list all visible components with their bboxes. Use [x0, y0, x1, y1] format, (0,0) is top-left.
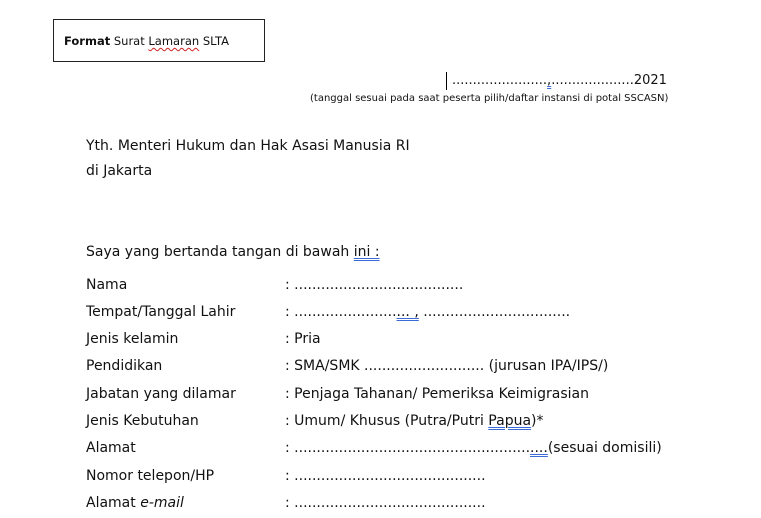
value-nomor-telepon: : ...........................................: [285, 468, 486, 484]
addressee-line-1: Yth. Menteri Hukum dan Hak Asasi Manusia RI: [86, 138, 410, 154]
date-dots-right: ....................: [551, 73, 634, 88]
addressee-line-2: di Jakarta: [86, 163, 153, 179]
format-label-box: [53, 19, 265, 62]
format-label-word-lamaran: Lamaran: [148, 34, 200, 48]
date-line: [452, 73, 667, 88]
label-jenis-kelamin: Jenis kelamin: [86, 331, 179, 347]
label-pendidikan: Pendidikan: [86, 358, 163, 374]
format-label: [64, 34, 229, 48]
value-kebutuhan-part-b: Papua: [488, 413, 532, 429]
label-email-part-b: e-mail: [140, 495, 184, 511]
value-alamat-part-b: ....: [530, 440, 548, 456]
date-year: 2021: [633, 73, 667, 88]
value-alamat-part-a: : .....................................................: [285, 440, 531, 456]
label-tempat-tanggal-lahir: Tempat/Tanggal Lahir: [86, 304, 236, 320]
value-alamat-email: : ...........................................: [285, 495, 486, 511]
intro-underlined: ini :: [353, 244, 380, 260]
text-cursor: [446, 72, 447, 90]
label-jenis-kebutuhan: Jenis Kebutuhan: [86, 413, 199, 429]
value-kebutuhan-part-c: )*: [531, 413, 544, 429]
label-nomor-telepon: Nomor telepon/HP: [86, 468, 215, 484]
format-label-word-slta: SLTA: [202, 34, 229, 48]
format-label-bold: Format: [64, 34, 111, 48]
value-nama: : ......................................: [285, 277, 464, 293]
label-jabatan: Jabatan yang dilamar: [86, 386, 236, 402]
date-comma-mark: ,: [547, 73, 552, 88]
value-ttl-part-b: ... ,: [396, 304, 419, 320]
label-email-part-a: Alamat: [86, 495, 141, 511]
value-ttl-part-c: .................................: [418, 304, 571, 320]
label-alamat: Alamat: [86, 440, 136, 456]
date-note: (tanggal sesuai pada saat peserta pilih/daftar instansi di potal SSCASN): [310, 93, 669, 104]
intro-text: Saya yang bertanda tangan di bawah: [86, 244, 354, 260]
value-alamat: [285, 440, 662, 456]
value-pendidikan: : SMA/SMK ........................... (jurusan IPA/IPS/): [285, 358, 609, 374]
value-kebutuhan-part-a: : Umum/ Khusus (Putra/Putri: [285, 413, 489, 429]
value-ttl-part-a: : .......................: [285, 304, 397, 320]
value-jabatan: : Penjaga Tahanan/ Pemeriksa Keimigrasian: [285, 386, 589, 402]
label-nama: Nama: [86, 277, 128, 293]
format-label-word-surat: Surat: [113, 34, 145, 48]
intro-sentence: [86, 244, 380, 260]
label-alamat-email: [86, 495, 184, 511]
value-jenis-kelamin: : Pria: [285, 331, 321, 347]
value-alamat-part-c: (sesuai domisili): [547, 440, 662, 456]
date-dots-left: .......................: [452, 73, 548, 88]
value-jenis-kebutuhan: [285, 413, 544, 429]
value-tempat-tanggal-lahir: [285, 304, 570, 320]
